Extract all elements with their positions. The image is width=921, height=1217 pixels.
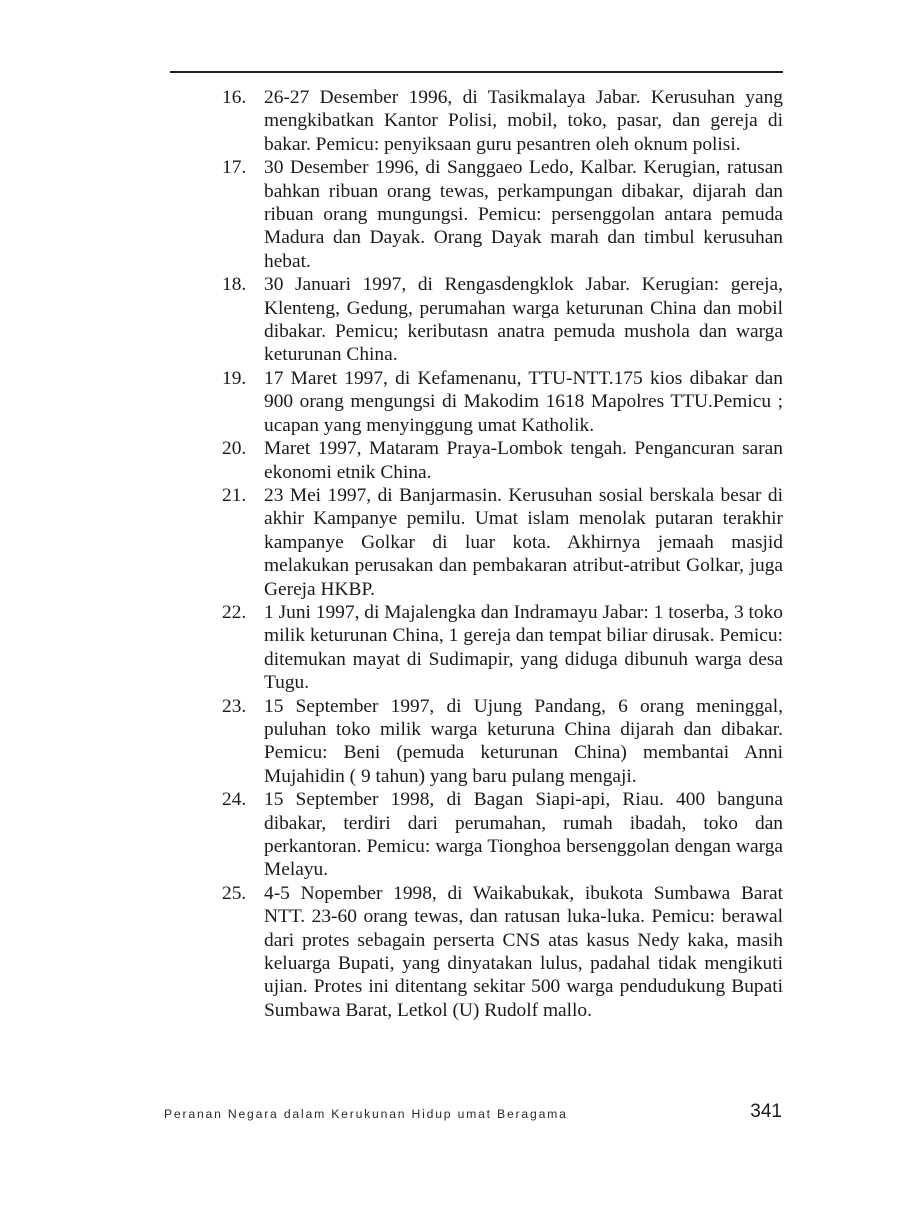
list-item <box>222 437 783 484</box>
header-rule <box>170 71 783 73</box>
item-text: 30 Januari 1997, di Rengasdengklok Jabar. Kerugian: gereja, Klenteng, Gedung, perumahan warga keturunan China dan mobil dibakar. Pemicu; keributasn anatra pemuda mushola dan warga keturunan China. <box>264 274 783 366</box>
running-title: Peranan Negara dalam Kerukunan Hidup umat Beragama <box>164 1107 568 1121</box>
item-text: 15 September 1997, di Ujung Pandang, 6 orang meninggal, puluhan toko milik warga keturuna China dijarah dan dibakar. Pemicu: Beni (pemuda keturunan China) membantai Anni Mujahidin ( 9 tahun) yang baru pulang mengaji. <box>264 695 783 787</box>
list-item <box>222 695 783 789</box>
page-number: 341 <box>750 1101 782 1122</box>
item-text: 26-27 Desember 1996, di Tasikmalaya Jabar. Kerusuhan yang mengkibatkan Kantor Polisi, mobil, toko, pasar, dan gereja di bakar. Pemicu: penyiksaan guru pesantren oleh oknum polisi. <box>264 87 783 155</box>
item-text: 23 Mei 1997, di Banjarmasin. Kerusuhan sosial berskala besar di akhir Kampanye pemilu. Umat islam menolak putaran terakhir kampanye Golkar di luar kota. Akhirnya jemaah masjid melakukan perusakan dan pembakaran atribut-atribut Golkar, juga Gereja HKBP. <box>264 484 783 600</box>
item-text: 17 Maret 1997, di Kefamenanu, TTU-NTT.175 kios dibakar dan 900 orang mengungsi di Makodim 1618 Mapolres TTU.Pemicu ; ucapan yang menyinggung umat Katholik. <box>264 367 783 436</box>
item-number: 19. <box>222 367 247 389</box>
item-number: 22. <box>222 601 247 623</box>
item-number: 21. <box>222 484 247 506</box>
item-text: Maret 1997, Mataram Praya-Lombok tengah. Pengancuran saran ekonomi etnik China. <box>264 438 783 483</box>
list-item <box>222 156 783 273</box>
list-item <box>222 484 783 601</box>
item-number: 16. <box>222 87 247 108</box>
list-item <box>222 273 783 367</box>
item-text: 4-5 Nopember 1998, di Waikabukak, ibukota Sumbawa Barat NTT. 23-60 orang tewas, dan ratusan luka-luka. Pemicu: berawal dari protes sebagain perserta CNS atas kasus Nedy kaka, masih keluarga Bupati, yang dinyatakan lulus, padahal tidak mengikuti ujian. Protes ini ditentang sekitar 500 warga pendudukung Bupati Sumbawa Barat, Letkol (U) Rudolf mallo. <box>264 882 783 1021</box>
incident-list <box>222 86 783 1022</box>
list-item <box>222 788 783 882</box>
item-number: 18. <box>222 274 247 296</box>
item-number: 20. <box>222 438 247 460</box>
item-number: 24. <box>222 789 247 811</box>
item-number: 23. <box>222 695 247 717</box>
page-footer <box>164 1101 784 1128</box>
item-number: 25. <box>222 882 247 904</box>
list-item <box>222 86 783 156</box>
list-item <box>222 367 783 437</box>
list-item <box>222 882 783 1022</box>
item-text: 1 Juni 1997, di Majalengka dan Indramayu Jabar: 1 toserba, 3 toko milik keturunan China, 1 gereja dan tempat biliar dirusak. Pemicu: ditemukan mayat di Sudimapir, yang diduga dibunuh warga desa Tugu. <box>264 601 783 694</box>
list-item <box>222 601 783 695</box>
item-text: 30 Desember 1996, di Sanggaeo Ledo, Kalbar. Kerugian, ratusan bahkan ribuan orang tewas, perkampungan dibakar, dijarah dan ribuan orang mungungsi. Pemicu: persenggolan antara pemuda Madura dan Dayak. Orang Dayak marah dan timbul kerusuhan hebat. <box>264 157 783 272</box>
item-number: 17. <box>222 157 247 179</box>
item-text: 15 September 1998, di Bagan Siapi-api, Riau. 400 banguna dibakar, terdiri dari perumahan, rumah ibadah, toko dan perkantoran. Pemicu: warga Tionghoa bersenggolan dengan warga Melayu. <box>264 789 783 881</box>
